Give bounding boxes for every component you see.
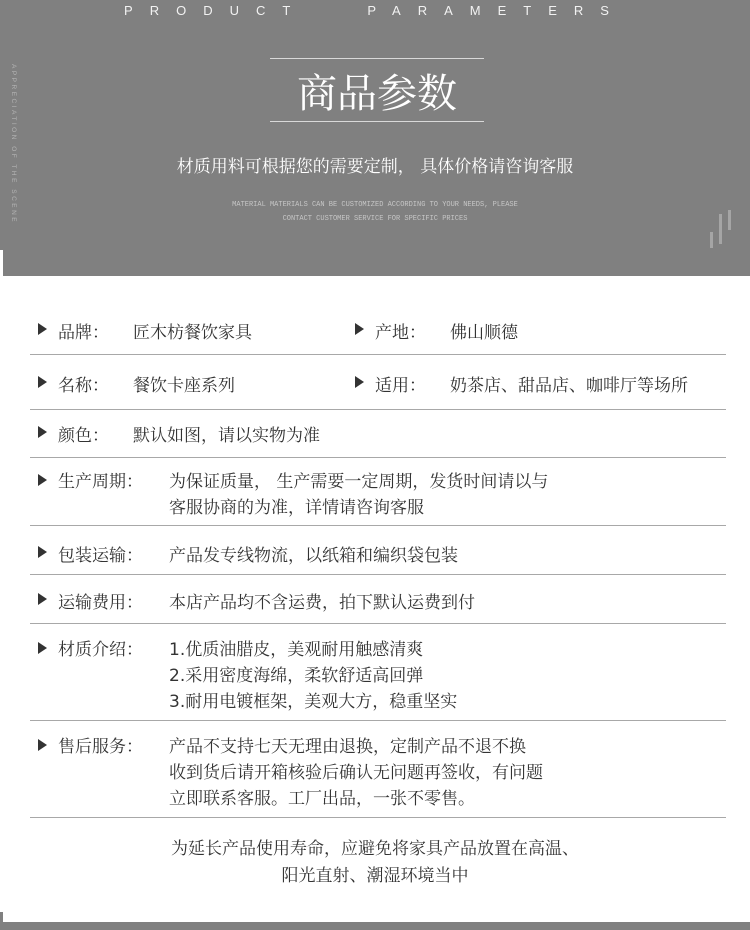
param-row-material bbox=[30, 624, 726, 721]
param-color bbox=[38, 421, 320, 446]
param-label: 名称： bbox=[58, 376, 109, 396]
param-value-lines bbox=[169, 734, 543, 812]
param-row-brand-origin bbox=[30, 300, 726, 355]
bullet-arrow-icon bbox=[355, 376, 364, 388]
english-description bbox=[200, 198, 550, 226]
param-value: 奶茶店、甜品店、咖啡厅等场所 bbox=[450, 376, 688, 396]
bullet-arrow-icon bbox=[38, 739, 47, 751]
bullet-arrow-icon bbox=[355, 323, 364, 335]
param-after-sales bbox=[38, 734, 543, 812]
param-value-lines bbox=[169, 637, 457, 715]
param-row-shipping-fee bbox=[30, 575, 726, 624]
param-brand bbox=[38, 318, 252, 343]
bullet-arrow-icon bbox=[38, 546, 47, 558]
param-value: 产品发专线物流，以纸箱和编织袋包装 bbox=[169, 546, 458, 566]
eyebrow-text bbox=[0, 0, 750, 20]
param-value-line: 2.采用密度海绵，柔软舒适高回弹 bbox=[169, 666, 424, 686]
param-label: 材质介绍： bbox=[58, 640, 143, 660]
param-value-line: 为保证质量， 生产需要一定周期，发货时间请以与 bbox=[169, 472, 549, 492]
bullet-arrow-icon bbox=[38, 642, 47, 654]
subtitle: 材质用料可根据您的需要定制， 具体价格请咨询客服 bbox=[176, 157, 574, 177]
param-origin bbox=[355, 318, 518, 343]
care-notice-line-1: 为延长产品使用寿命，应避免将家具产品放置在高温、 bbox=[171, 839, 579, 859]
param-label: 运输费用： bbox=[58, 593, 143, 613]
param-material bbox=[38, 637, 457, 715]
page-title: 商品参数 bbox=[297, 70, 457, 117]
param-row-after-sales bbox=[30, 721, 726, 818]
param-value-line: 收到货后请开箱核验后确认无问题再签收，有问题 bbox=[169, 763, 543, 783]
param-label: 适用： bbox=[375, 376, 426, 396]
english-line-2: CONTACT CUSTOMER SERVICE FOR SPECIFIC PRICES bbox=[282, 215, 468, 223]
header-banner bbox=[0, 0, 750, 276]
param-row-color bbox=[30, 410, 726, 458]
care-notice bbox=[0, 836, 750, 890]
left-edge-mark bbox=[0, 250, 3, 276]
param-value-line: 3.耐用电镀框架，美观大方，稳重坚实 bbox=[169, 692, 458, 712]
param-label: 生产周期： bbox=[58, 472, 143, 492]
param-value: 佛山顺德 bbox=[450, 323, 518, 343]
param-value-line: 产品不支持七天无理由退换，定制产品不退不换 bbox=[169, 737, 526, 757]
param-name bbox=[38, 371, 235, 396]
param-value-line: 1.优质油腊皮，美观耐用触感清爽 bbox=[169, 640, 424, 660]
vertical-caption: APPRECIATION OF THE SCENE bbox=[10, 64, 17, 225]
care-notice-line-2: 阳光直射、潮湿环境当中 bbox=[281, 866, 469, 886]
param-label: 售后服务： bbox=[58, 737, 143, 757]
param-usage bbox=[355, 371, 688, 396]
param-value-line: 立即联系客服。工厂出品，一张不零售。 bbox=[169, 789, 475, 809]
bullet-arrow-icon bbox=[38, 474, 47, 486]
param-label: 产地： bbox=[375, 323, 426, 343]
bottom-bar bbox=[0, 922, 750, 930]
eyebrow-word-product: PRODUCT bbox=[124, 2, 308, 18]
param-row-packaging bbox=[30, 526, 726, 575]
param-label: 颜色： bbox=[58, 426, 109, 446]
bullet-arrow-icon bbox=[38, 376, 47, 388]
param-row-cycle bbox=[30, 458, 726, 526]
param-row-name-usage bbox=[30, 355, 726, 410]
title-frame bbox=[270, 58, 484, 122]
param-value: 默认如图，请以实物为准 bbox=[133, 426, 320, 446]
param-packaging bbox=[38, 541, 458, 566]
param-value: 本店产品均不含运费，拍下默认运费到付 bbox=[169, 593, 475, 613]
param-value-lines bbox=[169, 469, 548, 521]
bullet-arrow-icon bbox=[38, 426, 47, 438]
eyebrow-word-parameters: PARAMETERS bbox=[367, 2, 626, 18]
param-label: 包装运输： bbox=[58, 546, 143, 566]
bullet-arrow-icon bbox=[38, 593, 47, 605]
param-cycle bbox=[38, 469, 548, 521]
param-value: 餐饮卡座系列 bbox=[133, 376, 235, 396]
param-value-line: 客服协商的为准，详情请咨询客服 bbox=[169, 498, 424, 518]
bars-decoration-icon bbox=[708, 210, 738, 250]
param-shipping-fee bbox=[38, 588, 475, 613]
param-label: 品牌： bbox=[58, 323, 109, 343]
param-value: 匠木枋餐饮家具 bbox=[133, 323, 252, 343]
english-line-1: MATERIAL MATERIALS CAN BE CUSTOMIZED ACCORDING TO YOUR NEEDS, PLEASE bbox=[232, 201, 518, 209]
bullet-arrow-icon bbox=[38, 323, 47, 335]
parameter-table bbox=[30, 300, 726, 818]
